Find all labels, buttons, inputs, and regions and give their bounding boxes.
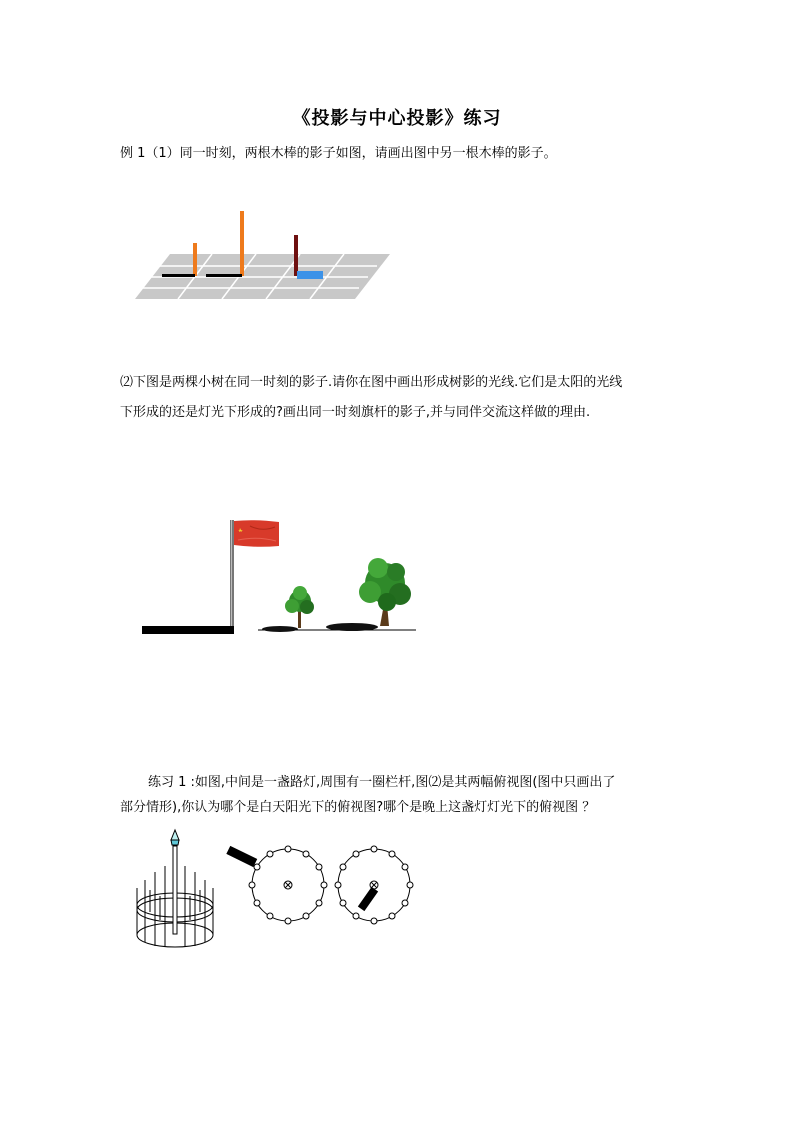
example1-part2-line1: ⑵下图是两棵小树在同一时刻的影子.请你在图中画出形成树影的光线.它们是太阳的光线 <box>120 375 623 390</box>
exercise1-line1: 练习 1 :如图,中间是一盏路灯,周围有一圈栏杆,图⑵是其两幅俯视图(图中只画出了 <box>148 775 616 790</box>
example1-part2-line2: 下形成的还是灯光下形成的?画出同一时刻旗杆的影子,并与同伴交流这样做的理由. <box>120 405 591 420</box>
page-title: 《投影与中心投影》练习 <box>292 108 502 129</box>
example1-part1-text: 例 1（1）同一时刻，两根木棒的影子如图，请画出图中另一根木棒的影子。 <box>120 146 557 161</box>
exercise1-line2: 部分情形),你认为哪个是白天阳光下的俯视图?哪个是晚上这盏灯灯光下的俯视图 ？ <box>120 800 596 815</box>
top-view-night <box>335 846 413 924</box>
top-view-daytime <box>226 846 327 924</box>
lamp-with-railing <box>137 830 213 947</box>
